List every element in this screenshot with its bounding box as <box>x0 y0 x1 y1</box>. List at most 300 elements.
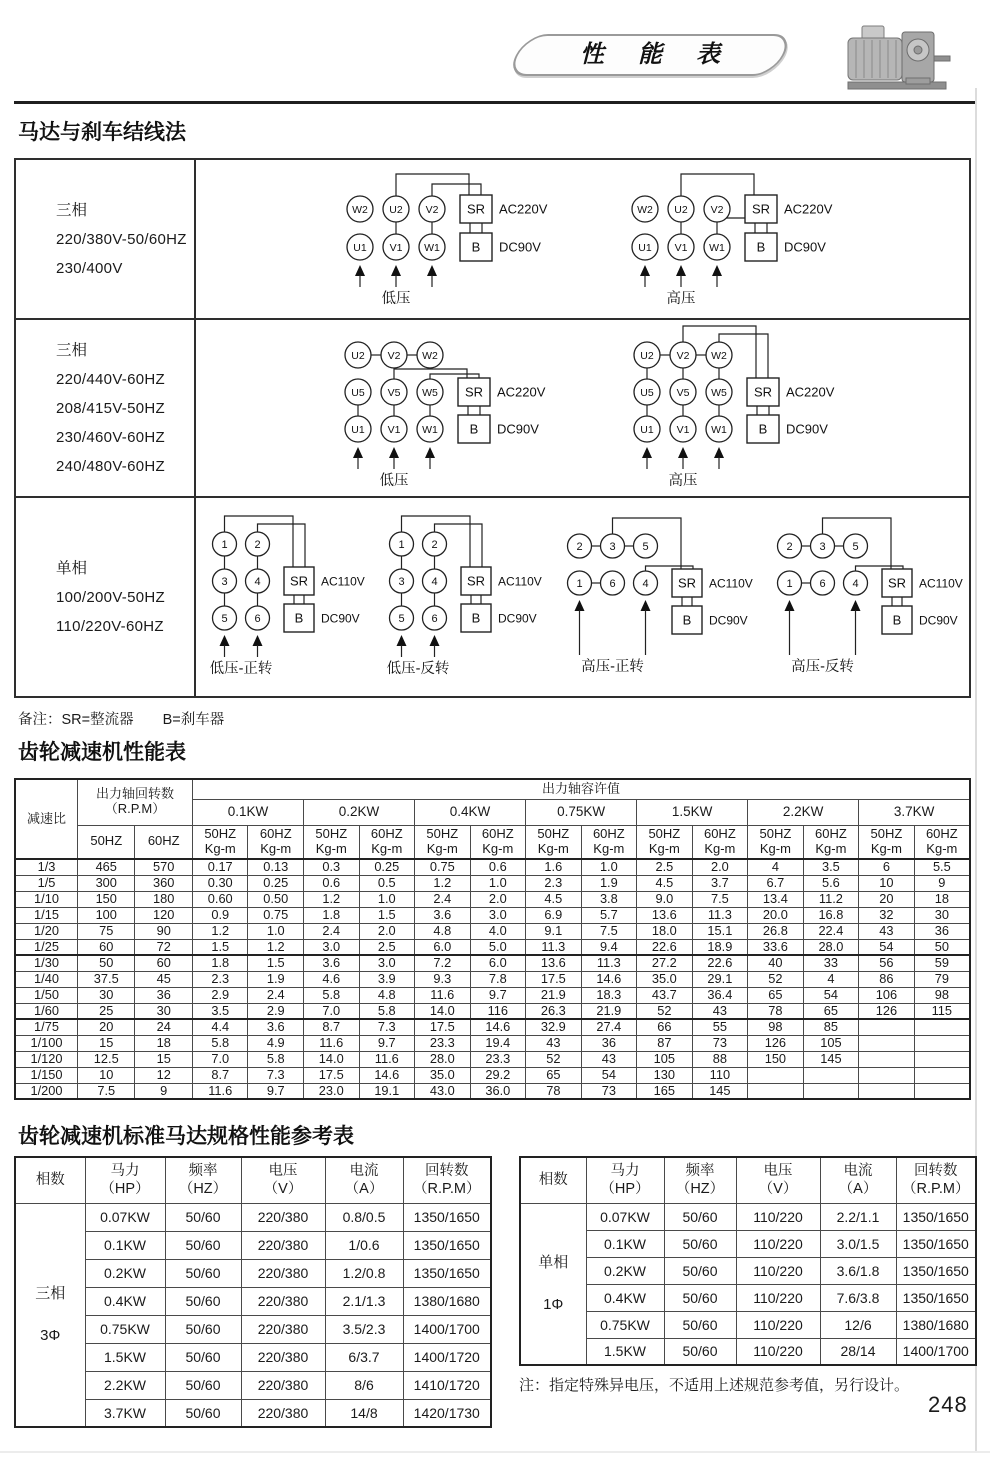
spec-cell: 50/60 <box>165 1315 241 1343</box>
power-arrow-head <box>430 635 440 646</box>
perf-cell: 6.7 <box>748 875 804 891</box>
perf-cell: 18 <box>914 891 970 907</box>
perf-cell: 87 <box>637 1035 693 1051</box>
perf-cell: 23.3 <box>470 1051 526 1067</box>
perf-cell: 4.4 <box>192 1019 248 1035</box>
spec-cell: 1350/1650 <box>403 1231 491 1259</box>
spec-cell: 220/380 <box>241 1371 325 1399</box>
diagram-low-voltage <box>324 162 557 317</box>
dc-voltage-label: DC90V <box>785 421 828 436</box>
perf-cell: 26.3 <box>526 1003 582 1019</box>
table-row <box>15 1315 491 1343</box>
perf-cell: 4.8 <box>415 923 471 939</box>
gearbox-foot <box>906 78 930 84</box>
diagram-caption: 低压-正转 <box>209 660 273 677</box>
freq-unit-header <box>415 825 471 859</box>
spec-cell: 28/14 <box>820 1338 896 1365</box>
unit-line: Kg-m <box>371 840 403 856</box>
spec-cell: 1400/1720 <box>403 1343 491 1371</box>
diagram-low-reverse <box>375 508 546 687</box>
perf-head-row-sub <box>15 825 970 859</box>
spec-cell: 50/60 <box>664 1311 736 1338</box>
terminal-label: W5 <box>710 386 727 399</box>
terminal-label: 3 <box>819 540 826 553</box>
freq-line: 60HZ <box>815 825 847 841</box>
perf-cell: 14.6 <box>581 971 637 987</box>
spec-header <box>520 1157 586 1203</box>
spec-cell: 6/3.7 <box>325 1343 403 1371</box>
diagram-caption: 低压-反转 <box>386 660 450 677</box>
voltage-spec-line: 230/460V-60HZ <box>56 428 165 446</box>
perf-table-head <box>15 779 970 859</box>
perf-cell <box>914 1035 970 1051</box>
ratio-cell: 1/150 <box>15 1067 78 1083</box>
rectifier-label: SR <box>290 573 309 588</box>
brake-label: B <box>682 612 691 627</box>
perf-cell: 0.17 <box>192 859 248 875</box>
perf-cell: 7.5 <box>581 923 637 939</box>
spec-header-line2: （HZ） <box>178 1181 228 1198</box>
rpm-cell: 360 <box>135 875 192 891</box>
perf-cell: 33 <box>803 955 859 971</box>
perf-cell: 7.3 <box>359 1019 415 1035</box>
perf-cell: 27.2 <box>637 955 693 971</box>
terminal-label: W2 <box>351 203 368 216</box>
freq-unit-header <box>192 825 248 859</box>
performance-table <box>14 778 971 1100</box>
terminal-label: V1 <box>387 423 400 436</box>
rectifier-label: SR <box>887 575 906 590</box>
terminal-label: 5 <box>852 540 859 553</box>
freq-unit-header <box>581 825 637 859</box>
table-row <box>520 1284 976 1311</box>
perf-cell: 11.2 <box>803 891 859 907</box>
spec-cell: 220/380 <box>241 1259 325 1287</box>
perf-cell: 65 <box>803 1003 859 1019</box>
table-row <box>15 1067 970 1083</box>
terminal-label: 5 <box>642 540 649 553</box>
perf-cell: 11.3 <box>526 939 582 955</box>
rpm-cell: 45 <box>135 971 192 987</box>
perf-cell: 11.3 <box>692 907 748 923</box>
perf-cell <box>803 1067 859 1083</box>
phase-label: 单相 <box>56 559 88 577</box>
perf-cell: 9.1 <box>526 923 582 939</box>
perf-cell: 28.0 <box>415 1051 471 1067</box>
spec-cell: 3.5/2.3 <box>325 1315 403 1343</box>
perf-cell: 3.0 <box>304 939 360 955</box>
wiring-section-title: 马达与刹车结线法 <box>18 121 186 144</box>
power-arrow-head <box>391 265 401 276</box>
spec-cell: 220/380 <box>241 1315 325 1343</box>
terminal-label: 1 <box>576 577 583 590</box>
perf-cell: 7.0 <box>304 1003 360 1019</box>
spec-cell: 2.2KW <box>85 1371 165 1399</box>
kw-header: 3.7KW <box>859 799 970 825</box>
perf-cell: 43 <box>692 1003 748 1019</box>
spec-cell: 0.4KW <box>85 1287 165 1315</box>
perf-cell: 9.4 <box>581 939 637 955</box>
ratio-cell: 1/3 <box>15 859 78 875</box>
terminal-label: U5 <box>639 386 654 399</box>
perf-cell: 105 <box>803 1035 859 1051</box>
freq-line: 60HZ <box>259 825 292 841</box>
perf-cell: 145 <box>692 1083 748 1099</box>
power-arrow-head <box>574 600 584 611</box>
perf-cell: 3.5 <box>192 1003 248 1019</box>
spec-cell: 50/60 <box>165 1343 241 1371</box>
perf-cell: 17.5 <box>526 971 582 987</box>
table-row <box>15 1259 491 1287</box>
perf-cell: 165 <box>637 1083 693 1099</box>
freq-line: 60HZ <box>925 825 958 841</box>
perf-cell <box>859 1083 915 1099</box>
perf-cell: 2.3 <box>526 875 582 891</box>
rpm-freq-header: 60HZ <box>135 825 192 859</box>
diagram-caption: 低压 <box>381 290 410 307</box>
terminal-label: 2 <box>786 540 793 553</box>
spec-header <box>403 1157 491 1203</box>
brake-label: B <box>756 239 765 254</box>
perf-cell <box>859 1035 915 1051</box>
perf-cell: 7.0 <box>192 1051 248 1067</box>
perf-cell: 43.7 <box>637 987 693 1003</box>
spec-cell: 2.2/1.1 <box>820 1203 896 1230</box>
perf-cell: 11.6 <box>304 1035 360 1051</box>
unit-line: Kg-m <box>648 840 680 856</box>
spec-cell: 1350/1650 <box>896 1257 976 1284</box>
power-arrow-head <box>676 265 686 276</box>
ratio-cell: 1/15 <box>15 907 78 923</box>
perf-cell: 17.5 <box>415 1019 471 1035</box>
spec-header-line1: 马力 <box>110 1163 140 1180</box>
table-row <box>15 971 970 987</box>
spec-cell: 1.2/0.8 <box>325 1259 403 1287</box>
perf-cell: 20.0 <box>748 907 804 923</box>
spec-cell: 50/60 <box>664 1257 736 1284</box>
perf-cell: 66 <box>637 1019 693 1035</box>
spec-cell: 50/60 <box>165 1287 241 1315</box>
table-row <box>15 1371 491 1399</box>
perf-cell: 3.6 <box>415 907 471 923</box>
terminal-label: 5 <box>221 612 228 625</box>
perf-cell: 8.7 <box>192 1067 248 1083</box>
diagram-high-forward <box>553 510 757 685</box>
power-arrow-head <box>389 447 399 458</box>
perf-cell: 23.0 <box>304 1083 360 1099</box>
spec-header-line1: 频率 <box>188 1163 218 1180</box>
wiring-diagram-svg <box>375 508 546 682</box>
perf-cell: 85 <box>803 1019 859 1035</box>
freq-line: 60HZ <box>592 825 625 841</box>
freq-unit-header <box>692 825 748 859</box>
perf-cell: 78 <box>748 1003 804 1019</box>
perf-cell: 78 <box>526 1083 582 1099</box>
table-row <box>15 1203 491 1231</box>
power-arrow-head <box>714 447 724 458</box>
spec-header <box>15 1157 85 1203</box>
spec-cell: 1410/1720 <box>403 1371 491 1399</box>
wiring-diagram-svg <box>324 162 557 312</box>
spec-cell: 0.2KW <box>586 1257 664 1284</box>
perf-cell: 5.8 <box>192 1035 248 1051</box>
rpm-cell: 7.5 <box>78 1083 135 1099</box>
perf-cell: 1.6 <box>526 859 582 875</box>
perf-cell: 0.25 <box>359 859 415 875</box>
terminal-label: W1 <box>421 423 438 436</box>
table-row <box>15 1231 491 1259</box>
ac-voltage-label: AC220V <box>783 201 832 216</box>
perf-cell: 52 <box>526 1051 582 1067</box>
spec-cell: 1420/1730 <box>403 1399 491 1427</box>
wiring-diagram-box <box>14 158 971 698</box>
perf-cell: 4.0 <box>470 923 526 939</box>
perf-cell: 9 <box>914 875 970 891</box>
power-arrow-head <box>427 265 437 276</box>
freq-line: 60HZ <box>481 825 514 841</box>
spec-header-line2: （R.P.M） <box>413 1181 481 1198</box>
terminal-label: U1 <box>637 241 652 254</box>
wiring-diagram-svg <box>609 162 842 312</box>
unit-line: Kg-m <box>593 840 625 856</box>
perf-cell: 1.5 <box>248 955 304 971</box>
perf-cell: 115 <box>914 1003 970 1019</box>
terminal-label: 6 <box>254 612 261 625</box>
perf-cell: 23.3 <box>415 1035 471 1051</box>
spec-cell: 1/0.6 <box>325 1231 403 1259</box>
spec-cell: 1350/1650 <box>403 1259 491 1287</box>
terminal-label: W1 <box>710 423 727 436</box>
table-row <box>520 1230 976 1257</box>
diagram-high-voltage <box>609 162 842 317</box>
spec-cell: 3.0/1.5 <box>820 1230 896 1257</box>
perf-cell: 36.4 <box>692 987 748 1003</box>
page-banner <box>516 34 784 76</box>
voltage-spec-line: 100/200V-50HZ <box>56 588 165 606</box>
spec-cell: 0.8/0.5 <box>325 1203 403 1231</box>
ratio-cell: 1/10 <box>15 891 78 907</box>
perf-cell: 6.9 <box>526 907 582 923</box>
power-arrow-head <box>640 265 650 276</box>
freq-line: 50HZ <box>426 825 459 841</box>
spec-header-line2: （HZ） <box>675 1181 725 1198</box>
freq-line: 50HZ <box>759 825 792 841</box>
brake-label: B <box>758 421 767 436</box>
spec-cell: 220/380 <box>241 1399 325 1427</box>
ratio-cell: 1/40 <box>15 971 78 987</box>
perf-cell: 35.0 <box>415 1067 471 1083</box>
perf-cell: 3.6 <box>248 1019 304 1035</box>
spec-cell: 50/60 <box>664 1338 736 1365</box>
terminal-label: U2 <box>673 203 688 216</box>
phase-label: 三相 <box>56 201 88 219</box>
perf-cell <box>748 1067 804 1083</box>
perf-cell: 26.8 <box>748 923 804 939</box>
rectifier-label: SR <box>467 573 486 588</box>
output-shaft <box>934 56 950 61</box>
spec-cell: 2.1/1.3 <box>325 1287 403 1315</box>
spec-header <box>664 1157 736 1203</box>
perf-cell: 2.9 <box>192 987 248 1003</box>
spec-cell: 110/220 <box>736 1338 820 1365</box>
spec-header <box>85 1157 165 1203</box>
wiring-diagram-svg <box>763 510 967 680</box>
spec-cell: 1400/1700 <box>403 1315 491 1343</box>
freq-line: 50HZ <box>204 825 237 841</box>
perf-cell: 1.5 <box>359 907 415 923</box>
table-row <box>15 1019 970 1035</box>
spec-header-line2: （V） <box>758 1181 798 1198</box>
terminal-label: W1 <box>423 241 440 254</box>
unit-line: Kg-m <box>426 840 458 856</box>
rectifier-label: SR <box>753 384 772 399</box>
perf-head-row-1 <box>15 779 970 799</box>
perf-cell: 3.6 <box>304 955 360 971</box>
perf-cell: 2.0 <box>470 891 526 907</box>
freq-line: 50HZ <box>870 825 903 841</box>
rpm-cell: 100 <box>78 907 135 923</box>
perf-cell: 1.0 <box>359 891 415 907</box>
kw-header: 2.2KW <box>748 799 859 825</box>
rpm-cell: 72 <box>135 939 192 955</box>
perf-cell: 7.3 <box>248 1067 304 1083</box>
perf-cell: 19.4 <box>470 1035 526 1051</box>
table-row <box>15 1051 970 1067</box>
dc-voltage-label: DC90V <box>918 613 958 627</box>
spec-cell: 110/220 <box>736 1257 820 1284</box>
wire <box>681 174 754 196</box>
perf-cell: 1.9 <box>581 875 637 891</box>
ratio-cell: 1/120 <box>15 1051 78 1067</box>
voltage-spec-line: 220/380V-50/60HZ <box>56 230 187 248</box>
spec-right-body <box>520 1203 976 1365</box>
terminal-label: 4 <box>852 577 859 590</box>
freq-unit-header <box>748 825 804 859</box>
perf-cell <box>914 1051 970 1067</box>
terminal-label: W2 <box>710 349 727 362</box>
spec-cell: 0.07KW <box>85 1203 165 1231</box>
spec-cell: 220/380 <box>241 1287 325 1315</box>
table-row <box>520 1311 976 1338</box>
unit-line: Kg-m <box>204 840 236 856</box>
spec-header <box>736 1157 820 1203</box>
perf-cell <box>748 1083 804 1099</box>
spec-header <box>241 1157 325 1203</box>
spec-header-line2: （HP） <box>100 1181 150 1198</box>
phase-symbol: 3Φ <box>40 1326 61 1344</box>
spec-cell: 0.75KW <box>586 1311 664 1338</box>
spec-cell: 110/220 <box>736 1203 820 1230</box>
wiring-row3-diagrams <box>196 498 969 696</box>
terminal-label: V5 <box>387 386 400 399</box>
perf-cell: 30 <box>914 907 970 923</box>
terminal-label: 5 <box>398 612 405 625</box>
perf-cell: 54 <box>581 1067 637 1083</box>
ac-voltage-label: AC110V <box>498 574 543 588</box>
table-row <box>15 1343 491 1371</box>
perf-cell: 8.7 <box>304 1019 360 1035</box>
rpm-cell: 36 <box>135 987 192 1003</box>
perf-cell: 6.0 <box>415 939 471 955</box>
voltage-specs <box>56 583 194 641</box>
perf-cell: 65 <box>748 987 804 1003</box>
terminal-label: 3 <box>609 540 616 553</box>
diagram-high-voltage <box>611 318 844 499</box>
diagram-low-voltage <box>322 318 555 499</box>
perf-cell: 106 <box>859 987 915 1003</box>
perf-cell: 11.6 <box>192 1083 248 1099</box>
perf-cell: 2.9 <box>248 1003 304 1019</box>
perf-cell: 3.8 <box>581 891 637 907</box>
rpm-cell: 18 <box>135 1035 192 1051</box>
spec-header <box>586 1157 664 1203</box>
rpm-cell: 180 <box>135 891 192 907</box>
spec-header <box>165 1157 241 1203</box>
perf-cell: 145 <box>803 1051 859 1067</box>
freq-unit-header <box>304 825 360 859</box>
perf-cell: 2.4 <box>248 987 304 1003</box>
rectifier-label: SR <box>464 384 483 399</box>
power-arrow-head <box>678 447 688 458</box>
spec-cell: 1400/1700 <box>896 1338 976 1365</box>
perf-cell: 6 <box>859 859 915 875</box>
rpm-cell: 570 <box>135 859 192 875</box>
freq-line: 50HZ <box>537 825 570 841</box>
ac-voltage-label: AC110V <box>918 576 963 590</box>
freq-line: 60HZ <box>370 825 403 841</box>
spec-note: 注：指定特殊异电压，不适用上述规范参考值，另行设计。 <box>519 1377 910 1394</box>
perf-cell: 1.2 <box>192 923 248 939</box>
rpm-cell: 24 <box>135 1019 192 1035</box>
spec-cell: 12/6 <box>820 1311 896 1338</box>
page-title: 性能表 <box>580 41 754 68</box>
gearmotor-image <box>842 20 954 94</box>
freq-unit-header <box>470 825 526 859</box>
table-row <box>520 1338 976 1365</box>
perf-cell: 13.6 <box>637 907 693 923</box>
spec-cell: 3.6/1.8 <box>820 1257 896 1284</box>
table-row <box>15 1399 491 1427</box>
terminal-label: V1 <box>674 241 687 254</box>
perf-cell: 2.0 <box>359 923 415 939</box>
perf-cell: 4.6 <box>304 971 360 987</box>
terminal-label: 2 <box>431 538 438 551</box>
perf-cell <box>859 1019 915 1035</box>
power-arrow-head <box>642 447 652 458</box>
perf-cell: 79 <box>914 971 970 987</box>
spec-header-line2: （V） <box>263 1181 303 1198</box>
spec-head-row <box>15 1157 491 1203</box>
spec-header-line1: 相数 <box>35 1172 65 1189</box>
spec-header-line1: 电流 <box>843 1163 873 1180</box>
dc-voltage-label: DC90V <box>498 611 538 625</box>
perf-cell: 5.7 <box>581 907 637 923</box>
terminal-label: W2 <box>421 349 438 362</box>
rpm-cell: 15 <box>78 1035 135 1051</box>
dc-voltage-label: DC90V <box>321 611 360 625</box>
perf-cell: 0.75 <box>248 907 304 923</box>
spec-header-line1: 电压 <box>763 1163 793 1180</box>
rpm-cell: 60 <box>78 939 135 955</box>
spec-left-body <box>15 1203 491 1427</box>
kw-header: 0.4KW <box>415 799 526 825</box>
spec-header <box>896 1157 976 1203</box>
ratio-cell: 1/75 <box>15 1019 78 1035</box>
perf-cell: 3.0 <box>359 955 415 971</box>
perf-cell: 98 <box>748 1019 804 1035</box>
kw-header: 1.5KW <box>637 799 748 825</box>
table-row <box>520 1257 976 1284</box>
